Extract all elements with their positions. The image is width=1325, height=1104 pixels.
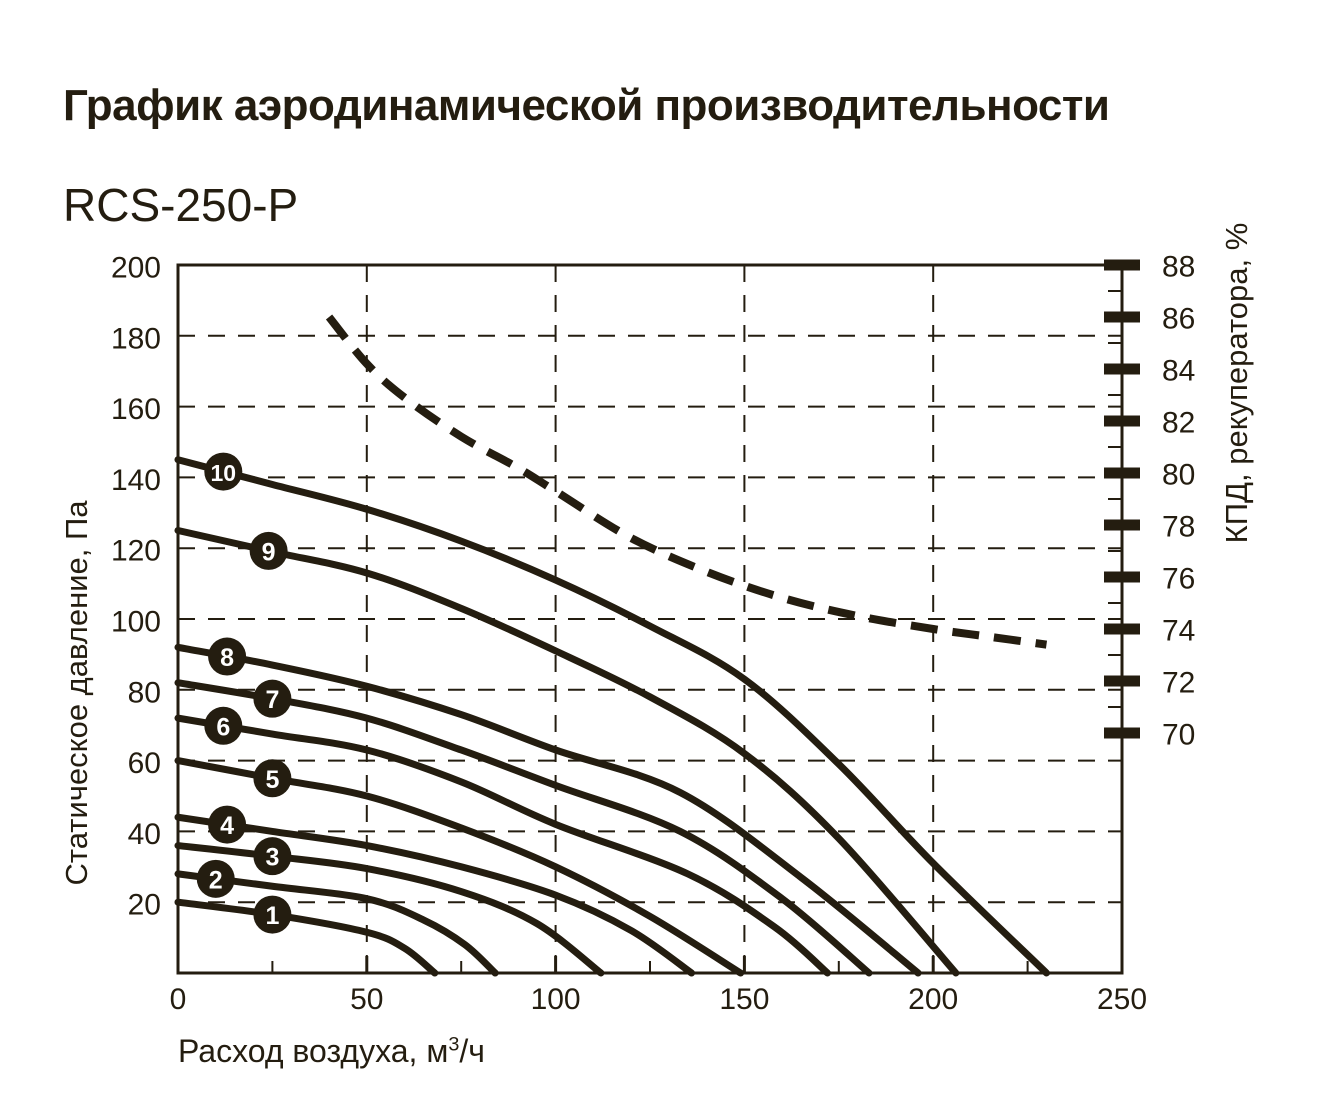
- y-tick-label-160: 160: [110, 393, 161, 427]
- x-tick-label-0: 0: [169, 982, 187, 1016]
- eff-major-tick-72: [1104, 676, 1140, 687]
- fan-curve-1: [178, 902, 435, 973]
- eff-major-tick-74: [1104, 624, 1140, 635]
- eff-major-tick-86: [1104, 312, 1140, 323]
- fan-curve-marker-label-3: 3: [265, 843, 280, 872]
- fan-curve-marker-label-1: 1: [265, 902, 280, 931]
- fan-curve-marker-label-2: 2: [208, 866, 223, 895]
- y-tick-label-120: 120: [110, 534, 161, 568]
- x-tick-label-150: 150: [719, 982, 770, 1016]
- eff-tick-label-82: 82: [1162, 406, 1196, 440]
- eff-tick-label-74: 74: [1162, 614, 1196, 648]
- fan-curve-marker-label-7: 7: [265, 686, 280, 715]
- eff-tick-label-80: 80: [1162, 458, 1196, 492]
- y-axis-right-label: КПД, рекуператора, %: [1219, 222, 1254, 544]
- eff-major-tick-78: [1104, 520, 1140, 531]
- eff-tick-label-70: 70: [1162, 718, 1196, 752]
- x-tick-label-50: 50: [350, 982, 384, 1016]
- y-tick-label-140: 140: [110, 463, 161, 497]
- x-tick-label-250: 250: [1096, 982, 1148, 1016]
- eff-major-tick-70: [1104, 728, 1140, 739]
- x-axis-label-superscript: 3: [448, 1033, 460, 1056]
- y-tick-label-60: 60: [127, 747, 161, 781]
- page-title: График аэродинамической производительности: [63, 81, 1110, 131]
- eff-major-tick-80: [1104, 468, 1140, 479]
- x-axis-label-unit: /ч: [459, 1033, 485, 1069]
- y-tick-label-40: 40: [127, 817, 161, 851]
- eff-tick-label-72: 72: [1162, 666, 1196, 700]
- fan-curve-marker-label-8: 8: [220, 644, 235, 673]
- x-tick-label-100: 100: [530, 982, 581, 1016]
- fan-curve-marker-label-5: 5: [265, 765, 280, 794]
- x-tick-label-200: 200: [908, 982, 959, 1016]
- y-tick-label-180: 180: [110, 322, 161, 356]
- eff-major-tick-84: [1104, 364, 1140, 375]
- y-axis-left-label: Статическое давление, Па: [59, 500, 94, 886]
- eff-tick-label-76: 76: [1162, 562, 1196, 596]
- eff-tick-label-84: 84: [1162, 354, 1196, 388]
- x-axis-label-text: Расход воздуха, м: [178, 1033, 449, 1069]
- fan-curve-marker-label-10: 10: [210, 460, 237, 487]
- eff-major-tick-82: [1104, 416, 1140, 427]
- eff-tick-label-88: 88: [1162, 250, 1196, 284]
- eff-tick-label-78: 78: [1162, 510, 1196, 544]
- plot-border: [178, 265, 1122, 973]
- eff-major-tick-76: [1104, 572, 1140, 583]
- y-tick-label-80: 80: [127, 676, 161, 710]
- y-tick-label-20: 20: [127, 888, 161, 922]
- y-tick-label-200: 200: [110, 251, 161, 285]
- eff-tick-label-86: 86: [1162, 302, 1196, 336]
- model-label: RCS-250-P: [63, 179, 299, 231]
- y-tick-label-100: 100: [110, 605, 161, 639]
- fan-curve-marker-label-9: 9: [261, 538, 276, 567]
- fan-curve-marker-label-6: 6: [216, 713, 231, 742]
- eff-major-tick-88: [1104, 260, 1140, 271]
- fan-curve-marker-label-4: 4: [220, 812, 235, 841]
